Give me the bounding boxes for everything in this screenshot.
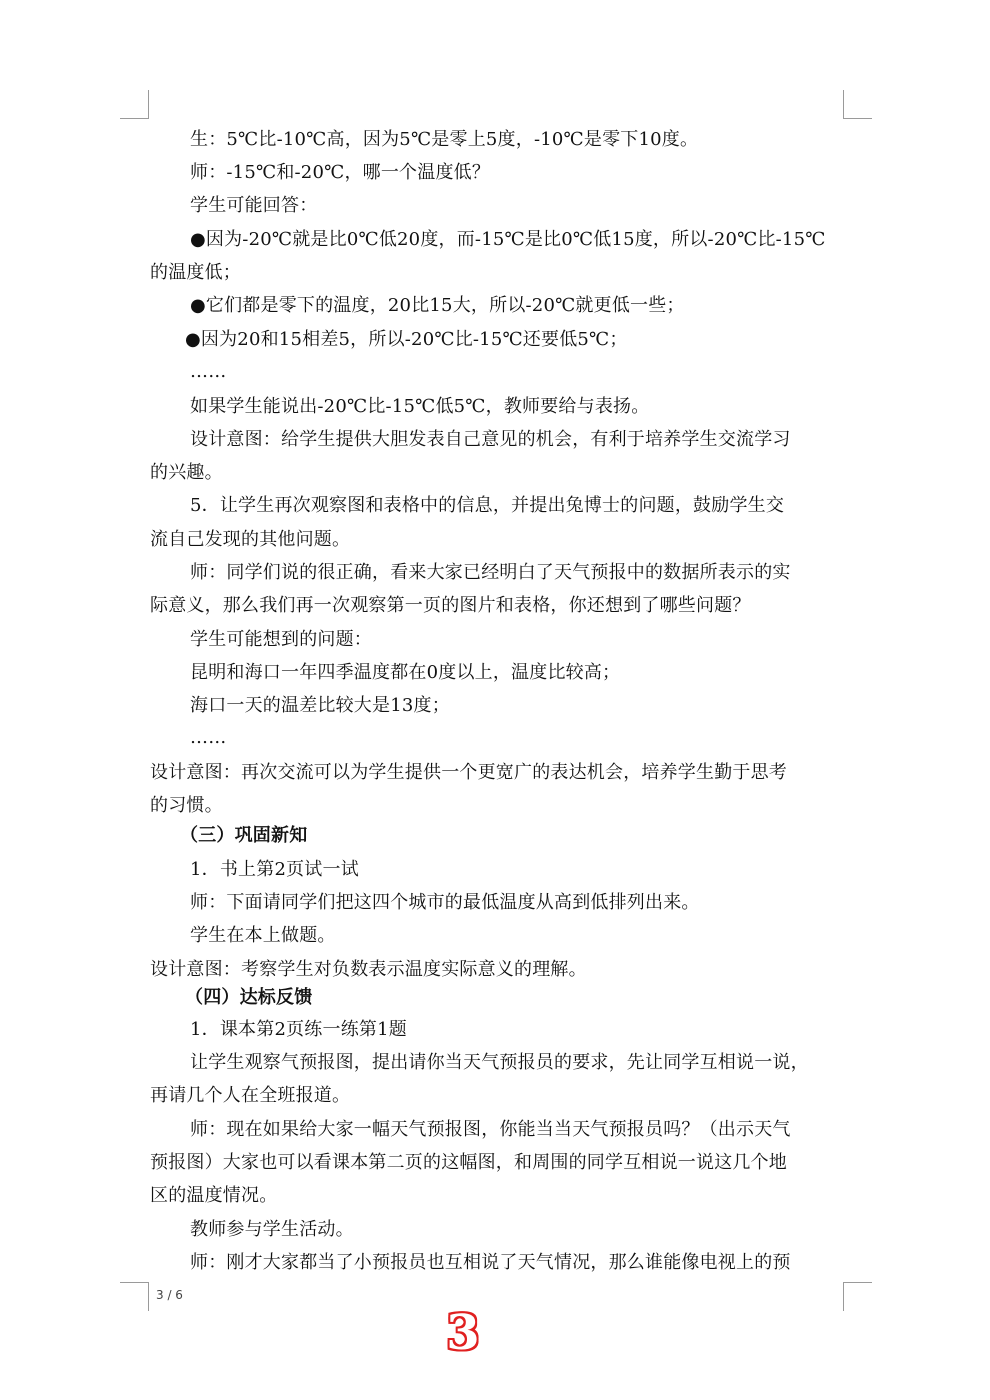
paragraph-line: 设计意图：再次交流可以为学生提供一个更宽广的表达机会，培养学生勤于思考 <box>150 762 787 783</box>
paragraph-line: 师：下面请同学们把这四个城市的最低温度从高到低排列出来。 <box>190 892 700 913</box>
crop-mark-bottom-right <box>843 1282 872 1311</box>
paragraph-line: ●它们都是零下的温度，20比15大，所以-20℃就更低一些； <box>190 295 685 316</box>
paragraph-line: 学生在本上做题。 <box>190 925 336 946</box>
paragraph-line: 1．书上第2页试一试 <box>190 859 359 880</box>
paragraph-line: 昆明和海口一年四季温度都在0度以上，温度比较高； <box>190 662 621 683</box>
ellipsis-line: …… <box>190 361 227 382</box>
paragraph-line: 师：-15℃和-20℃，哪一个温度低？ <box>190 162 491 183</box>
paragraph-line: 预报图）大家也可以看课本第二页的这幅图，和周围的同学互相说一说这几个地 <box>150 1152 787 1173</box>
paragraph-line: 设计意图：考察学生对负数表示温度实际意义的理解。 <box>150 959 587 980</box>
page-number-badge: 3 <box>446 1305 480 1361</box>
paragraph-line: 教师参与学生活动。 <box>190 1219 354 1240</box>
paragraph-line: 区的温度情况。 <box>150 1185 278 1206</box>
paragraph-line: 5．让学生再次观察图和表格中的信息，并提出兔博士的问题，鼓励学生交 <box>190 495 785 516</box>
paragraph-line: 设计意图：给学生提供大胆发表自己意见的机会，有利于培养学生交流学习 <box>190 429 791 450</box>
paragraph-line: 的兴趣。 <box>150 462 223 483</box>
paragraph-line: 如果学生能说出-20℃比-15℃低5℃，教师要给与表扬。 <box>190 396 650 417</box>
paragraph-line: 学生可能想到的问题： <box>190 629 372 650</box>
paragraph-line: 学生可能回答： <box>190 195 318 216</box>
paragraph-line: 的温度低； <box>150 262 241 283</box>
paragraph-line: 1．课本第2页练一练第1题 <box>190 1019 407 1040</box>
paragraph-line: 师：同学们说的很正确，看来大家已经明白了天气预报中的数据所表示的实 <box>190 562 791 583</box>
crop-mark-bottom-left <box>120 1282 149 1311</box>
paragraph-line: 际意义，那么我们再一次观察第一页的图片和表格，你还想到了哪些问题？ <box>150 595 751 616</box>
paragraph-line: 流自己发现的其他问题。 <box>150 529 351 550</box>
ellipsis-line: …… <box>190 727 227 748</box>
crop-mark-top-left <box>120 90 149 119</box>
paragraph-line: ●因为20和15相差5，所以-20℃比-15℃还要低5℃； <box>185 329 628 350</box>
paragraph-line: 海口一天的温差比较大是13度； <box>190 695 450 716</box>
crop-mark-top-right <box>843 90 872 119</box>
section-heading: （四）达标反馈 <box>185 987 313 1008</box>
paragraph-line: 师：刚才大家都当了小预报员也互相说了天气情况，那么谁能像电视上的预 <box>190 1252 791 1273</box>
paragraph-line: 的习惯。 <box>150 795 223 816</box>
paragraph-line: ●因为-20℃就是比0℃低20度，而-15℃是比0℃低15度，所以-20℃比-15℃ <box>190 229 826 250</box>
paragraph-line: 师：现在如果给大家一幅天气预报图，你能当当天气预报员吗？（出示天气 <box>190 1119 791 1140</box>
paragraph-line: 让学生观察气预报图，提出请你当天气预报员的要求，先让同学互相说一说， <box>190 1052 809 1073</box>
paragraph-line: 再请几个人在全班报道。 <box>150 1085 351 1106</box>
paragraph-line: 生：5℃比-10℃高，因为5℃是零上5度，-10℃是零下10度。 <box>190 129 699 150</box>
page-indicator: 3 / 6 <box>156 1288 183 1302</box>
section-heading: （三）巩固新知 <box>180 825 308 846</box>
